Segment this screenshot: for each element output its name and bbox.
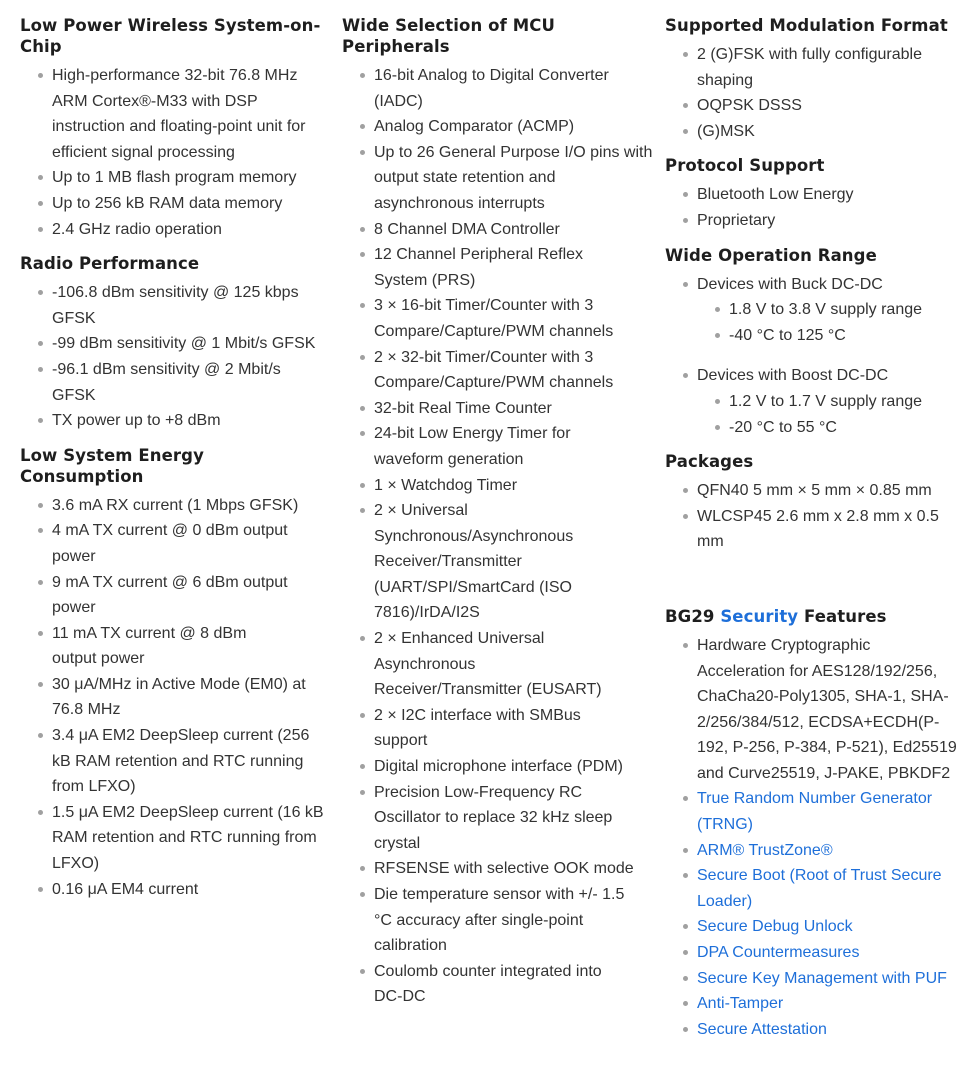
list-item: -96.1 dBm sensitivity @ 2 Mbit/s GFSK xyxy=(20,357,325,408)
wireless-soc-list xyxy=(20,63,325,242)
radio-performance-list xyxy=(20,280,325,434)
list-item: Coulomb counter integrated into DC-DC xyxy=(342,959,654,1010)
list-item: 8 Channel DMA Controller xyxy=(342,217,654,243)
list-item: 3.6 mA RX current (1 Mbps GFSK) xyxy=(20,493,325,519)
link-text[interactable]: ARM® TrustZone® xyxy=(697,841,833,859)
security-link-dpa[interactable] xyxy=(665,940,961,966)
security-link-anti-tamper[interactable] xyxy=(665,991,961,1017)
list-item: 16-bit Analog to Digital Converter (IADC) xyxy=(342,63,654,114)
list-item: -106.8 dBm sensitivity @ 125 kbps GFSK xyxy=(20,280,325,331)
list-item: 11 mA TX current @ 8 dBm output power xyxy=(20,621,325,672)
list-item: Bluetooth Low Energy xyxy=(665,182,961,208)
column-middle xyxy=(342,15,654,1021)
list-item: TX power up to +8 dBm xyxy=(20,408,325,434)
column-right xyxy=(665,15,961,1053)
list-item: 0.16 μA EM4 current xyxy=(20,877,325,903)
list-item: 3.4 μA EM2 DeepSleep current (256 kB RAM retention and RTC running from LFXO) xyxy=(20,723,325,800)
list-item: 9 mA TX current @ 6 dBm output power xyxy=(20,570,325,621)
section-title-protocol-support: Protocol Support xyxy=(665,156,825,176)
section-title-mcu-peripherals: Wide Selection of MCU Peripherals xyxy=(342,16,555,56)
list-item: High-performance 32-bit 76.8 MHz ARM Cortex®-M33 with DSP instruction and floating-point unit for efficient signal processing xyxy=(20,63,325,165)
mcu-peripherals-list xyxy=(342,63,654,1010)
section-title-energy-consumption: Low System Energy Consumption xyxy=(20,445,204,486)
list-item: Die temperature sensor with +/- 1.5 °C accuracy after single-point calibration xyxy=(342,882,654,959)
security-title-pre: BG29 xyxy=(665,606,721,626)
list-item: 3 × 16-bit Timer/Counter with 3 Compare/Capture/PWM channels xyxy=(342,293,654,344)
list-item: 24-bit Low Energy Timer for waveform generation xyxy=(342,421,654,472)
list-item: QFN40 5 mm × 5 mm × 0.85 mm xyxy=(665,478,961,504)
list-item: 2.4 GHz radio operation xyxy=(20,217,325,243)
list-item: 1 × Watchdog Timer xyxy=(342,473,654,499)
list-item: 2 × I2C interface with SMBus support xyxy=(342,703,654,754)
security-features-list xyxy=(665,633,961,1043)
list-item: OQPSK DSSS xyxy=(665,93,961,119)
list-item: 12 Channel Peripheral Reflex System (PRS) xyxy=(342,242,654,293)
list-item: RFSENSE with selective OOK mode xyxy=(342,856,654,882)
link-text[interactable]: DPA Countermeasures xyxy=(697,944,860,962)
list-item: Precision Low-Frequency RC Oscillator to replace 32 kHz sleep crystal xyxy=(342,780,654,857)
list-item: 30 μA/MHz in Active Mode (EM0) at 76.8 MHz xyxy=(20,672,325,723)
link-text[interactable]: Secure Boot (Root of Trust Secure Loader) xyxy=(697,867,942,910)
list-item: Up to 1 MB flash program memory xyxy=(20,165,325,191)
security-link-trustzone[interactable] xyxy=(665,838,961,864)
packages-list xyxy=(665,478,961,555)
security-title-accent: Security xyxy=(720,606,799,626)
column-left xyxy=(20,15,325,913)
list-item: 32-bit Real Time Counter xyxy=(342,396,654,422)
security-link-key-management[interactable] xyxy=(665,966,961,992)
operation-range-list xyxy=(665,272,961,441)
section-title-wireless-soc: Low Power Wireless System-on-Chip xyxy=(20,16,321,56)
list-item: Digital microphone interface (PDM) xyxy=(342,754,654,780)
link-text[interactable]: Secure Attestation xyxy=(697,1020,827,1038)
section-title-radio-performance: Radio Performance xyxy=(20,254,200,274)
energy-consumption-list xyxy=(20,493,325,903)
buck-label: Devices with Buck DC-DC xyxy=(697,275,883,293)
list-item: 2 (G)FSK with fully configurable shaping xyxy=(665,42,961,93)
list-item: Hardware Cryptographic Acceleration for AES128/192/256, ChaCha20-Poly1305, SHA-1, SHA-2/256/384/512, ECDSA+ECDH(P-192, P-256, P-384, P-521), Ed25519 and Curve25519, J-PAKE, PBKDF2 xyxy=(665,633,961,787)
list-item: 1.5 μA EM2 DeepSleep current (16 kB RAM retention and RTC running from LFXO) xyxy=(20,800,325,877)
list-item: 2 × Universal Synchronous/Asynchronous Receiver/Transmitter (UART/SPI/SmartCard (ISO 7816)/IrDA/I2S xyxy=(342,498,654,626)
link-text[interactable]: True Random Number Generator (TRNG) xyxy=(697,790,933,834)
buck-sublist xyxy=(697,297,961,348)
section-title-modulation: Supported Modulation Format xyxy=(665,16,948,35)
list-item: (G)MSK xyxy=(665,119,961,145)
sub-list-item: -40 °C to 125 °C xyxy=(697,323,961,349)
link-text[interactable]: Secure Key Management with PUF xyxy=(697,969,947,987)
section-title-security xyxy=(665,606,961,627)
list-item: 4 mA TX current @ 0 dBm output power xyxy=(20,518,325,569)
list-item: Up to 256 kB RAM data memory xyxy=(20,191,325,217)
list-item: Proprietary xyxy=(665,208,961,234)
security-link-trng[interactable] xyxy=(665,786,961,837)
sub-list-item: -20 °C to 55 °C xyxy=(697,415,961,441)
protocol-support-list xyxy=(665,182,961,233)
security-title-post: Features xyxy=(798,606,887,626)
boost-sublist xyxy=(697,389,961,440)
security-link-secure-boot[interactable] xyxy=(665,863,961,914)
security-link-debug-unlock[interactable] xyxy=(665,914,961,940)
link-text[interactable]: Secure Debug Unlock xyxy=(697,918,853,936)
link-text[interactable]: Anti-Tamper xyxy=(697,995,784,1013)
security-link-attestation[interactable] xyxy=(665,1017,961,1043)
list-item: 2 × 32-bit Timer/Counter with 3 Compare/Capture/PWM channels xyxy=(342,345,654,396)
list-item-buck xyxy=(665,272,961,364)
list-item: Up to 26 General Purpose I/O pins with output state retention and asynchronous interrupts xyxy=(342,140,654,217)
section-title-operation-range: Wide Operation Range xyxy=(665,245,877,265)
list-item: Analog Comparator (ACMP) xyxy=(342,114,654,140)
list-item-boost xyxy=(665,363,961,440)
sub-list-item: 1.8 V to 3.8 V supply range xyxy=(697,297,961,323)
list-item: 2 × Enhanced Universal Asynchronous Receiver/Transmitter (EUSART) xyxy=(342,626,654,703)
list-item: WLCSP45 2.6 mm x 2.8 mm x 0.5 mm xyxy=(665,504,961,555)
boost-label: Devices with Boost DC-DC xyxy=(697,367,889,385)
section-title-packages: Packages xyxy=(665,452,754,472)
list-item: -99 dBm sensitivity @ 1 Mbit/s GFSK xyxy=(20,331,325,357)
modulation-list xyxy=(665,42,961,144)
sub-list-item: 1.2 V to 1.7 V supply range xyxy=(697,389,961,415)
